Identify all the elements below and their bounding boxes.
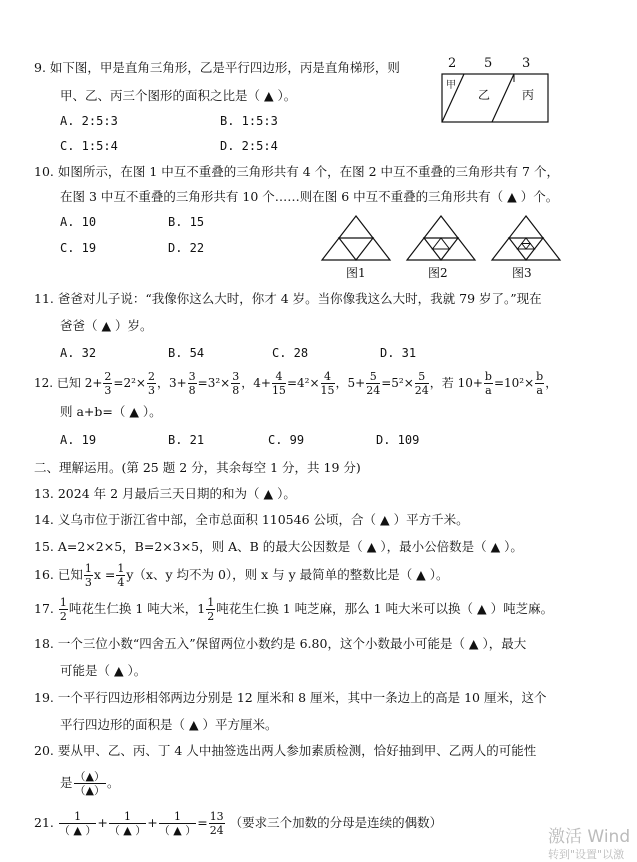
q10-line1: 10. 如图所示，在图 1 中互不重叠的三角形共有 4 个，在图 2 中互不重叠的三角形共有 7 个， bbox=[34, 164, 559, 179]
triangle-figures bbox=[318, 214, 568, 262]
q18-line2: 可能是（ ▲ ）。 bbox=[60, 663, 147, 678]
q12-term: ，4+ bbox=[241, 376, 271, 390]
fraction-13-24: $\frac{13}{24}$ bbox=[209, 810, 224, 837]
fraction-3-8: $\frac{3}{8}$ bbox=[188, 370, 196, 397]
q11-line2: 爸爸（ ▲ ）岁。 bbox=[60, 318, 153, 333]
q11-option-c: C. 28 bbox=[272, 346, 309, 360]
q10-option-b: B. 15 bbox=[168, 215, 205, 229]
activation-watermark: 激活 Wind bbox=[548, 827, 631, 847]
q12-formula bbox=[34, 368, 557, 398]
q19-line2: 平行四边形的面积是（ ▲ ）平方厘米。 bbox=[60, 717, 278, 732]
q12-option-d: D. 109 bbox=[376, 433, 420, 447]
q12-term: =2²× bbox=[113, 376, 146, 390]
figure-yi: 乙 bbox=[478, 88, 491, 102]
q14: 14. 义乌市位于浙江省中部，全市总面积 110546 公顷，合（ ▲ ）平方千米。 bbox=[34, 512, 469, 527]
figure-3-label: 图3 bbox=[512, 266, 532, 280]
q19-line1: 19. 一个平行四边形相邻两边分别是 12 厘米和 8 厘米，其中一条边上的高是 10 厘米，这个 bbox=[34, 690, 547, 705]
q21 bbox=[34, 806, 442, 840]
fraction-1-2: $\frac{1}{2}$ bbox=[59, 596, 67, 623]
plus-sign: + bbox=[147, 815, 158, 830]
fraction-1-4: $\frac{1}{4}$ bbox=[117, 562, 125, 589]
q20-lead: 是 bbox=[60, 775, 73, 790]
fraction-4-15: $\frac{4}{15}$ bbox=[271, 370, 286, 397]
fraction-5-24: $\frac{5}{24}$ bbox=[366, 370, 381, 397]
fraction-1-3: $\frac{1}{3}$ bbox=[84, 562, 92, 589]
q12-term: =10²× bbox=[493, 376, 535, 390]
q17-mid: 吨花生仁换 1 吨大米，1 bbox=[68, 601, 206, 616]
q20-tail: 。 bbox=[106, 775, 120, 790]
fraction-5-24b: $\frac{5}{24}$ bbox=[414, 370, 429, 397]
q13: 13. 2024 年 2 月最后三天日期的和为（ ▲ ）。 bbox=[34, 486, 296, 501]
figure-2-label: 图2 bbox=[428, 266, 448, 280]
triangle-figure-2 bbox=[407, 216, 475, 260]
q21-fraction-1: $\frac{1}{( ▲ )}$ bbox=[58, 810, 97, 837]
q15: 15. A=2×2×5，B=2×3×5，则 A、B 的最大公因数是（ ▲ ），最小公倍数是（ ▲ ）。 bbox=[34, 539, 523, 554]
fraction-3-8b: $\frac{3}{8}$ bbox=[232, 370, 240, 397]
q9-option-c: C. 1:5:4 bbox=[60, 139, 118, 153]
figure-1-label: 图1 bbox=[346, 266, 366, 280]
q9-line2: 甲、乙、丙三个图形的面积之比是（ ▲ ）。 bbox=[60, 88, 297, 103]
fraction-b-a: $\frac{b}{a}$ bbox=[484, 370, 492, 397]
fraction-2-3: $\frac{2}{3}$ bbox=[104, 370, 112, 397]
q9-option-b: B. 1:5:3 bbox=[220, 114, 278, 128]
q18-line1: 18. 一个三位小数“四舍五入”保留两位小数约是 6.80，这个小数最小可能是（ ▲ ），最大 bbox=[34, 636, 527, 651]
section-2-heading: 二、理解运用。(第 25 题 2 分，其余每空 1 分，共 19 分) bbox=[34, 460, 361, 475]
q20-answer bbox=[60, 766, 120, 800]
figure-bing: 丙 bbox=[522, 88, 535, 102]
q12-option-c: C. 99 bbox=[268, 433, 305, 447]
plus-sign: + bbox=[97, 815, 108, 830]
q20-fraction-blank: $\frac{(▲)}{(▲)}$ bbox=[74, 770, 105, 797]
q16-tail: y（x、y 均不为 0），则 x 与 y 最简单的整数比是（ ▲ ）。 bbox=[126, 567, 449, 582]
q12-lead: 12. 已知 2+ bbox=[34, 376, 103, 390]
q12-term: ，5+ bbox=[335, 376, 366, 390]
q12-term: =3²× bbox=[197, 376, 231, 390]
fraction-b-a-b: $\frac{b}{a}$ bbox=[536, 370, 544, 397]
fraction-2-3b: $\frac{2}{3}$ bbox=[147, 370, 155, 397]
q10-option-a: A. 10 bbox=[60, 215, 97, 229]
fraction-1-2b: $\frac{1}{2}$ bbox=[207, 596, 215, 623]
triangle-figure-3 bbox=[492, 216, 560, 260]
q9-figure bbox=[440, 56, 552, 126]
q16 bbox=[34, 560, 449, 590]
q12-term: =5²× bbox=[381, 376, 414, 390]
triangle-figure-1 bbox=[322, 216, 390, 260]
figure-label-3: 3 bbox=[522, 56, 531, 71]
q10-option-c: C. 19 bbox=[60, 241, 97, 255]
q20-line1: 20. 要从甲、乙、丙、丁 4 人中抽签选出两人参加素质检测，恰好抽到甲、乙两人的可能性 bbox=[34, 743, 537, 758]
q12-option-a: A. 19 bbox=[60, 433, 97, 447]
q21-fraction-3: $\frac{1}{( ▲ )}$ bbox=[158, 810, 197, 837]
q9-line1: 9. 如下图，甲是直角三角形，乙是平行四边形，丙是直角梯形，则 bbox=[34, 60, 400, 75]
q12-term: ， bbox=[545, 376, 558, 390]
q17-tail: 吨花生仁换 1 吨芝麻，那么 1 吨大米可以换（ ▲ ）吨芝麻。 bbox=[216, 601, 554, 616]
q11-line1: 11. 爸爸对儿子说：“我像你这么大时，你才 4 岁。当你像我这么大时，我就 79 岁了。”现在 bbox=[34, 291, 542, 306]
q11-option-d: D. 31 bbox=[380, 346, 417, 360]
q16-mid: x = bbox=[93, 567, 116, 582]
q12-term: ，3+ bbox=[156, 376, 187, 390]
q17-lead: 17. bbox=[34, 601, 54, 616]
q21-note: （要求三个加数的分母是连续的偶数） bbox=[229, 815, 443, 830]
q10-option-d: D. 22 bbox=[168, 241, 205, 255]
q11-option-b: B. 54 bbox=[168, 346, 205, 360]
q12-line2: 则 a+b=（ ▲ ）。 bbox=[60, 404, 162, 419]
q21-fraction-2: $\frac{1}{( ▲ )}$ bbox=[108, 810, 147, 837]
figure-jia: 甲 bbox=[446, 80, 456, 91]
q11-option-a: A. 32 bbox=[60, 346, 97, 360]
q21-lead: 21. bbox=[34, 815, 54, 830]
fraction-4-15b: $\frac{4}{15}$ bbox=[320, 370, 335, 397]
q12-option-b: B. 21 bbox=[168, 433, 205, 447]
q9-option-d: D. 2:5:4 bbox=[220, 139, 278, 153]
equals-sign: = bbox=[197, 815, 208, 830]
q10-line2: 在图 3 中互不重叠的三角形共有 10 个……则在图 6 中互不重叠的三角形共有（ ▲ ）个。 bbox=[60, 189, 559, 204]
activation-watermark-sub: 转到"设置"以激 bbox=[548, 848, 625, 861]
q17 bbox=[34, 594, 553, 624]
q16-lead: 16. 已知 bbox=[34, 567, 83, 582]
shape-diagram bbox=[440, 72, 552, 124]
q12-term: =4²× bbox=[286, 376, 320, 390]
q12-term: ，若 10+ bbox=[429, 376, 483, 390]
figure-label-2: 2 bbox=[448, 56, 457, 71]
figure-label-5: 5 bbox=[484, 56, 493, 71]
q9-option-a: A. 2:5:3 bbox=[60, 114, 118, 128]
